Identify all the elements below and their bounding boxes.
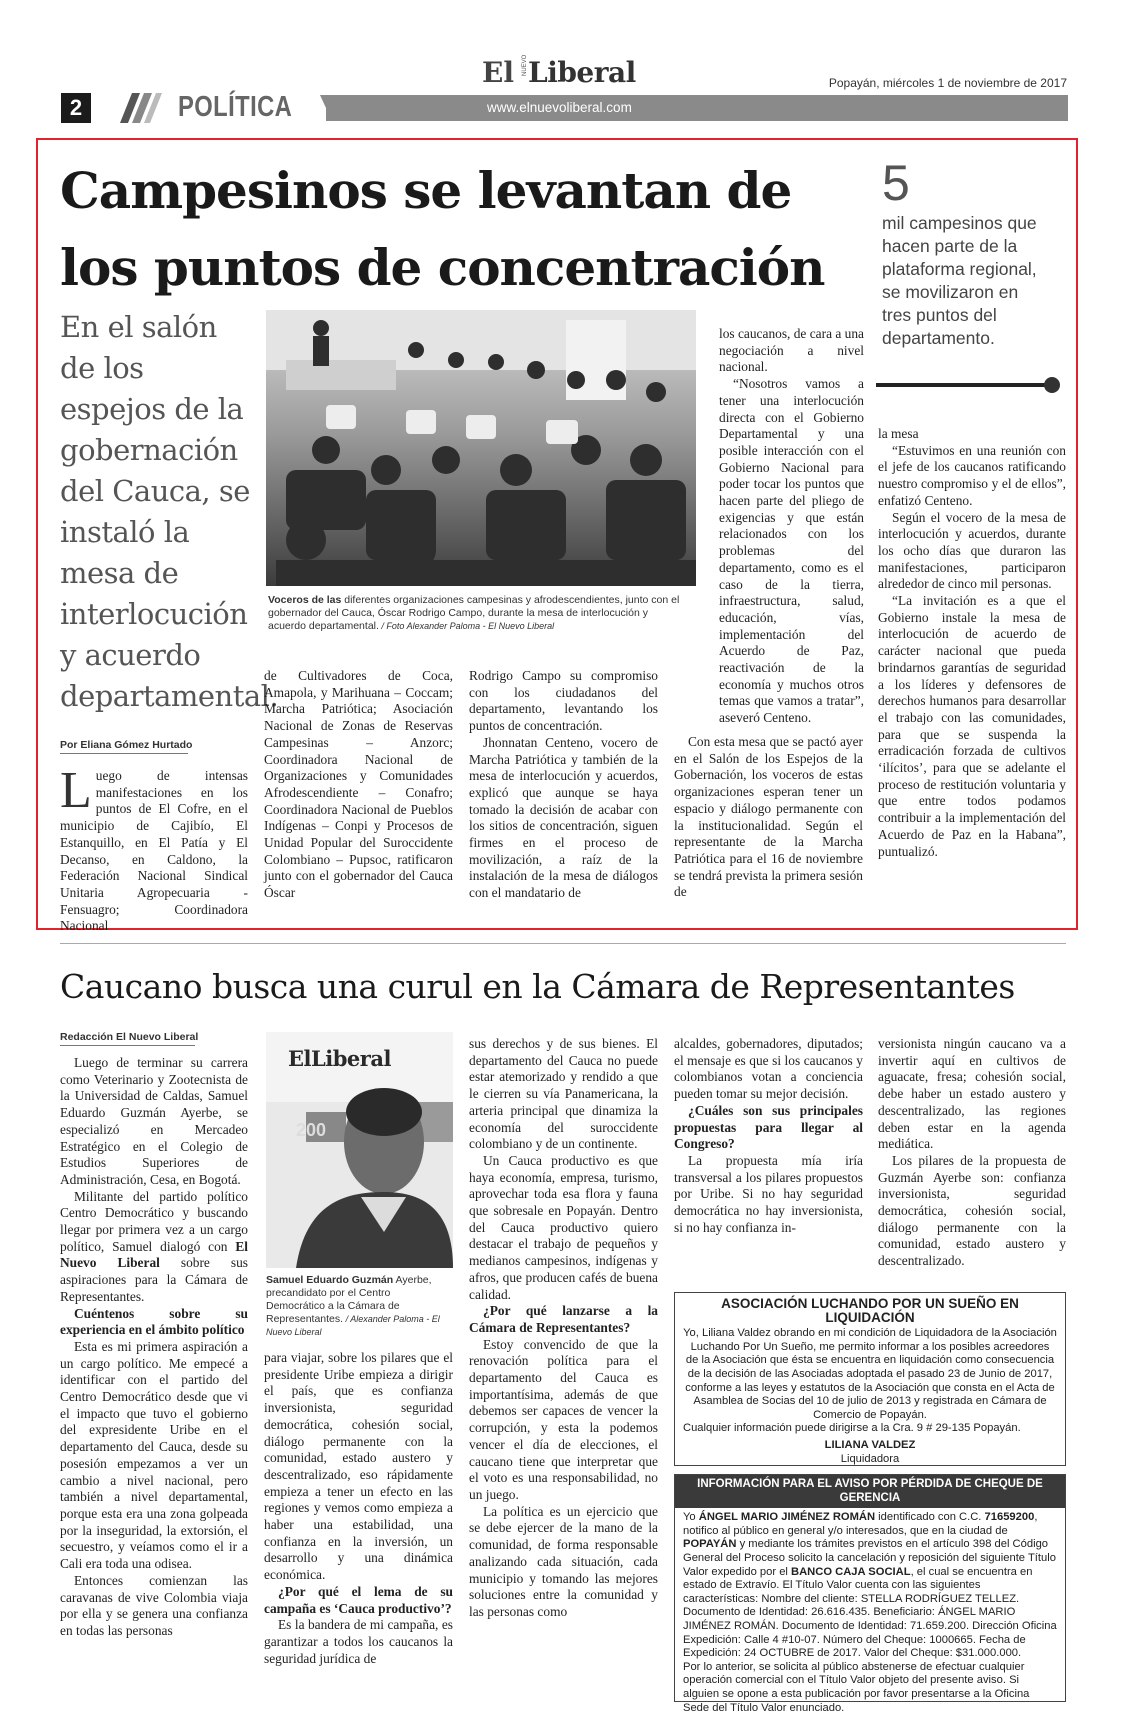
article2-col2-p2: Es la bandera de mi campaña, es garantizar a todos los caucanos la seguridad jurídica de [264, 1617, 453, 1666]
byline-rule-2 [60, 1045, 195, 1046]
article1-byline: Por Eliana Gómez Hurtado [60, 739, 193, 751]
notice1-title: ASOCIACIÓN LUCHANDO POR UN SUEÑO EN LIQUIDACIÓN [721, 1296, 1019, 1325]
notice2-city: POPAYÁN [683, 1538, 737, 1551]
article2-col3-q1: ¿Por qué lanzarse a la Cámara de Representantes? [469, 1303, 658, 1335]
caption2-text: Ayerbe, precandidato por el Centro Democrático a la Cámara de Representantes. [266, 1274, 432, 1325]
photo-sign-el: El [288, 1046, 311, 1071]
article2-col4 [674, 1036, 863, 1236]
section-bar [326, 95, 1068, 121]
article1-col3-p1: Rodrigo Campo su compromiso con los ciudadanos del departamento, levantando los puntos de concentración. [469, 668, 658, 734]
article1-col5 [878, 426, 1066, 860]
section-slash-icon [118, 93, 164, 123]
article2-col2-p1: para viajar, sobre los pilares que el presidente Uribe empieza a dirigir el país, que es confianza inversionista, seguridad democrática, cohesión social, diálogo permanente con la comunidad, estado austero y descentralizado, eso rápidamente empieza a tener un efecto en las regiones y vemos como empieza a haber una estabilidad, una confianza en la inversión, un desarrollo y una dinámica económica. [264, 1350, 453, 1583]
notice2-title: INFORMACIÓN PARA EL AVISO POR PÉRDIDA DE CHEQUE DE GERENCIA [675, 1475, 1065, 1508]
article1-col5-p3: Según el vocero de la mesa de interlocución y acuerdos, durante los ocho días que duraron las manifestaciones, participaron alrededor de cinco mil personas. [878, 509, 1066, 592]
stat-number: 5 [882, 155, 910, 211]
article2-col3-p1: sus derechos y de sus bienes. El departamento del Cauca no puede estar atemorizado y rendido a que le cierren su vía Panamericana, la arteria principal que dinamiza la economía del suroccidente colombiano y de un continente. [469, 1036, 658, 1152]
photo-sign-200: 200 [296, 1120, 327, 1140]
article1-col1 [60, 762, 248, 935]
article2-col4-q1: ¿Cuáles son sus principales propuestas para llegar al Congreso? [674, 1102, 863, 1152]
photo-sign [288, 1046, 391, 1071]
logo-el: El [482, 56, 514, 89]
notice2-bank: BANCO CAJA SOCIAL [791, 1565, 911, 1578]
article1-col3-p2: Jhonnatan Centeno, vocero de Marcha Patriótica y también de la mesa de interlocución y acuerdos, explicó que aunque se haya tomado la decisión de acabar con los sitios de concentración, siguen firmes en el proceso de movilización, a raíz de la instalación de la mesa de diálogos con el mandatario de [469, 734, 658, 901]
article1-photo-caption [268, 594, 688, 633]
article2-col2 [264, 1350, 453, 1667]
notice1-signer-role: Liquidadora [840, 1452, 900, 1465]
stat-divider [876, 383, 1054, 387]
article2-col1-p2b: El Nuevo Liberal [60, 1238, 248, 1271]
article2-col1-p2c: sobre sus aspiraciones para la Cámara de Representantes. [60, 1255, 248, 1304]
caption2-credit: / Alexander Paloma - El Nuevo Liberal [266, 1314, 440, 1337]
notice2-text-6: Por lo anterior, se solicita al público abstenerse de efectuar cualquier operación comercial con el Título Valor objeto del presente aviso. Si alguien se opone a esta publicación por favor presentarse a la Oficina Sede del Título Valor enunciado. [683, 1660, 1030, 1714]
article1-col5-p4: “La invitación es a que el Gobierno instale la mesa de interlocución de acuerdo de carácter nacional que pueda brindarnos garantías de seguridad a los líderes y defensores de derechos humanos para desarrollar el trabajo con las comunidades, para que se suspenda la erradicación forzada de cultivos ‘ilícitos’, para que se adelante el proceso de restitución voluntaria y que entre todos podamos contribuir a la implementación del Acuerdo de Paz en la Habana”, puntualizó. [878, 593, 1066, 859]
article1-col5-p2: “Estuvimos en una reunión con el jefe de los caucanos ratificando nuestro compromiso y el de ellos”, enfatizó Centeno. [878, 442, 1066, 508]
stat-bullet-icon [1044, 377, 1060, 393]
article2-byline: Redacción El Nuevo Liberal [60, 1031, 199, 1043]
notice1-contact: Cualquier información puede dirigirse a la Cra. 9 # 29-135 Popayán. [683, 1422, 1021, 1435]
notice2-text-4: y mediante los trámites previstos en el artículo 398 del Código General del Proceso solicito la cancelación y reposición del siguiente Título Valor expedido por el [683, 1538, 1056, 1578]
section-title: POLÍTICA [178, 91, 293, 123]
liquidation-notice [674, 1292, 1066, 1466]
page-number: 2 [61, 93, 91, 123]
article2-col3-p4: La política es un ejercicio que se debe ejercer de la mano de la comunidad, de forma responsable analizando cada situación, cada municipio y tomando las mejores soluciones entre la comunidad y las personas como [469, 1503, 658, 1619]
article2-col2-q1: ¿Por qué el lema de su campaña es ‘Cauca productivo’? [264, 1583, 453, 1616]
website-url[interactable]: www.elnuevoliberal.com [487, 100, 632, 115]
article2-col4-p2: La propuesta mía iría transversal a los pilares propuestos por Uribe. Si no hay seguridad democrática no hay inversionista, si no hay confianza in- [674, 1152, 863, 1235]
article1-col2 [264, 668, 453, 902]
article1-col4-p3: Con esta mesa que se pactó ayer en el Salón de los Espejos de la Gobernación, los voceros de estas organizaciones esperan tener un espacio y diálogo permanente con la institucionalidad. Según el representante de la Marcha Patriótica para el 16 de noviembre se tendrá prevista la primera sesión de [674, 734, 863, 900]
article2-col3-p3: Estoy convencido de que la renovación política para el departamento del Cauca es importantísima, además de que debemos ser capaces de vencer la corrupción, y esta la podemos vencer el día de elecciones, el caucano tiene que interpretar que el voto es una responsabilidad, no un juego. [469, 1336, 658, 1502]
logo [482, 56, 642, 92]
notice2-name: ÁNGEL MARIO JIMÉNEZ ROMÁN [698, 1511, 876, 1524]
article2-col1 [60, 1055, 248, 1640]
article2-col1-p3: Esta es mi primera aspiración a un cargo político. Me empecé a identificar con el partido del Centro Democrático desde que vi el impacto que tuvo el gobierno del expresidente Uribe en el departamento del Cauca, desde su posesión empezamos a ver un cambio a nivel nacional, pero también a nivel departamental, porque esta era una zona golpeada por la inseguridad, la extorsión, el secuestro, y veíamos como el ir a Cali era toda una odisea. [60, 1338, 248, 1572]
article2-col3-p2: Un Cauca productivo es que haya economía, empresa, turismo, aprovechar toda esa flora y fauna que sobresale en Popayán. Dentro del Cauca productivo quiero destacar el trabajo de pequeños y medianos campesinos, indígenas y afros, que producen cafés de buena calidad. [469, 1152, 658, 1302]
article2-col3 [469, 1036, 658, 1621]
notice1-signer: LILIANA VALDEZ [824, 1438, 916, 1451]
cheque-loss-notice [674, 1474, 1066, 1714]
article-separator [60, 943, 1066, 944]
caption-credit: / Foto Alexander Paloma - El Nuevo Liberal [378, 621, 555, 631]
article1-col1-p1: uego de intensas manifestaciones en los puntos de El Cofre, en el municipio de Cajibío, El Estanquillo, en El Patía y El Decanso, en Caldono, la Federación Nacional Sindical Unitaria Agropecuaria - Fensuagro; Coordinadora Nacional [60, 768, 248, 934]
article1-headline: Campesinos se levantan de los puntos de concentración [60, 161, 825, 297]
article1-col5-p1: la mesa [878, 426, 919, 441]
notice2-text-5: , el cual se encuentra en estado de Extravío. El Título Valor cuenta con las siguientes características: Nombre del cliente: STELLA RODRÍGUEZ TELLEZ. Documento de Identidad: 26.616.435. Beneficiario: ÁNGEL MARIO JIMÉNEZ ROMÁN. Documento de Identidad: 71.659.200. Dirección Oficina Expedición: Calle 4 #10-07. Número del Cheque: 1000665. Fecha de Expedición: 24 OCTUBRE de 2017. Valor del Cheque: $31.000.000. [683, 1565, 1057, 1660]
article2-col1-p2 [60, 1189, 248, 1306]
article2-photo [266, 1032, 453, 1268]
dropcap: L [60, 762, 92, 819]
article2-col4-p1: alcaldes, gobernadores, diputados; el mensaje es que si los caucanos y colombianos votan a conciencia pueden tomar su mejor decisión. [674, 1036, 863, 1102]
caption-text: diferentes organizaciones campesinas y afrodescendientes, junto con el gobernador del Cauca, Óscar Rodrigo Campo, durante la mesa de interlocución y acuerdo departamental. [268, 594, 680, 632]
notice2-cc: 71659200 [984, 1511, 1035, 1524]
article2-col5 [878, 1036, 1066, 1270]
article2-col1-p2a: Militante del partido político Centro Democrático y buscando llegar por primera vez a un cargo político, Samuel dialogó con [60, 1188, 248, 1254]
caption2-bold: Samuel Eduardo Guzmán [266, 1274, 394, 1286]
meeting-photo-image [266, 310, 696, 586]
article2-col5-p2: Los pilares de la propuesta de Guzmán Ayerbe son: confianza inversionista, seguridad democrática, cohesión social, diálogo permanente con la comunidad, estado austero y descentralizado. [878, 1152, 1066, 1269]
article2-col1-p1: Luego de terminar su carrera como Veterinario y Zootecnista de la Universidad de Caldas, Samuel Eduardo Guzmán Ayerbe, se especializó en Mercadeo Estratégico en el Colegio de Estudios Superiores de Administración, Cesa, en Bogotá. [60, 1055, 248, 1187]
article1-col3 [469, 668, 658, 902]
logo-liberal: Liberal [528, 56, 636, 89]
article2-col1-q1: Cuéntenos sobre su experiencia en el ámbito político [60, 1305, 248, 1338]
article1-col4-top [719, 326, 864, 727]
byline-rule [60, 753, 188, 754]
article2-col5-p1: versionista ningún caucano va a invertir aquí en cultivos de aguacate, fresa; cohesión social, debe haber un estado austero y descentralizado, las regiones deben estar en la agenda mediática. [878, 1036, 1066, 1152]
logo-nuevo: NUEVO [522, 54, 528, 76]
photo-sign-liberal: Liberal [310, 1046, 391, 1071]
section-bar-notch [320, 95, 332, 121]
article2-col1-p4: Entonces comienzan las caravanas de vive Colombia viaja por ella y se genera una confianza en todas las personas [60, 1572, 248, 1638]
notice2-body [675, 1508, 1065, 1718]
notice1-body: Yo, Liliana Valdez obrando en mi condición de Liquidadora de la Asociación Luchando Por Un Sueño, me permito informar a los posibles acreedores de la Asociación que ésta se encuentra en liquidación como consecuencia de la decisión de las Asociadas adoptada el pasado 23 de Junio de 2017, conforme a las leyes y estatutos de la Asociación que consta en el Acta de Asamblea de Socias del 10 de julio de 2013 y registrada en Cámara de Comercio de Popayán. [683, 1327, 1057, 1421]
article1-col4-p1: los caucanos, de cara a una negociación a nivel nacional. [719, 326, 864, 375]
article1-photo [266, 310, 696, 586]
article2-headline: Caucano busca una curul en la Cámara de Representantes [60, 967, 1015, 1006]
notice2-text-3: , notifico al público en general y/o interesados, que en la ciudad de [683, 1511, 1038, 1537]
stat-text: mil campesinos que hacen parte de la plataforma regional, se movilizaron en tres puntos del departamento. [882, 213, 1037, 348]
article1-col4-bottom [674, 734, 863, 901]
article1-lead: En el salón de los espejos de la gobernación del Cauca, se instaló la mesa de interlocución y acuerdo departamental. [60, 310, 279, 713]
article1-col4-p2: “Nosotros vamos a tener una interlocución directa con el Gobierno Departamental y una posible interacción con el Gobierno Nacional para poder tocar los puntos que hacen parte del pliego de exigencias y que están relacionados con los problemas del departamento, como es el caso de la tierra, infraestructura, salud, educación, vías, implementación del Acuerdo de Paz, reactivación de la economía y muchos otros temas que vamos a tratar”, aseveró Centeno. [719, 376, 864, 726]
page-header [0, 0, 1125, 125]
article1-col2-p1: de Cultivadores de Coca, Amapola, y Marihuana – Coccam; Marcha Patriótica; Asociación Nacional de Zonas de Reservas Campesinas – Anzorc; Coordinadora Nacional de Organizaciones y Comunidades Afrodescendiente – Conafro; Coordinadora Nacional de Pueblos Indígenas – Conpi y Procesos de Unidad Popular del Suroccidente Colombiano – Pupsoc, ratificaron junto con el gobernador del Cauca Óscar [264, 668, 453, 901]
issue-date: Popayán, miércoles 1 de noviembre de 2017 [828, 76, 1067, 90]
article2-photo-caption [266, 1274, 451, 1339]
notice2-text-2: identificado con C.C. [875, 1511, 985, 1524]
notice2-text-1: Yo [683, 1511, 699, 1524]
caption-bold: Voceros de las [268, 594, 342, 606]
